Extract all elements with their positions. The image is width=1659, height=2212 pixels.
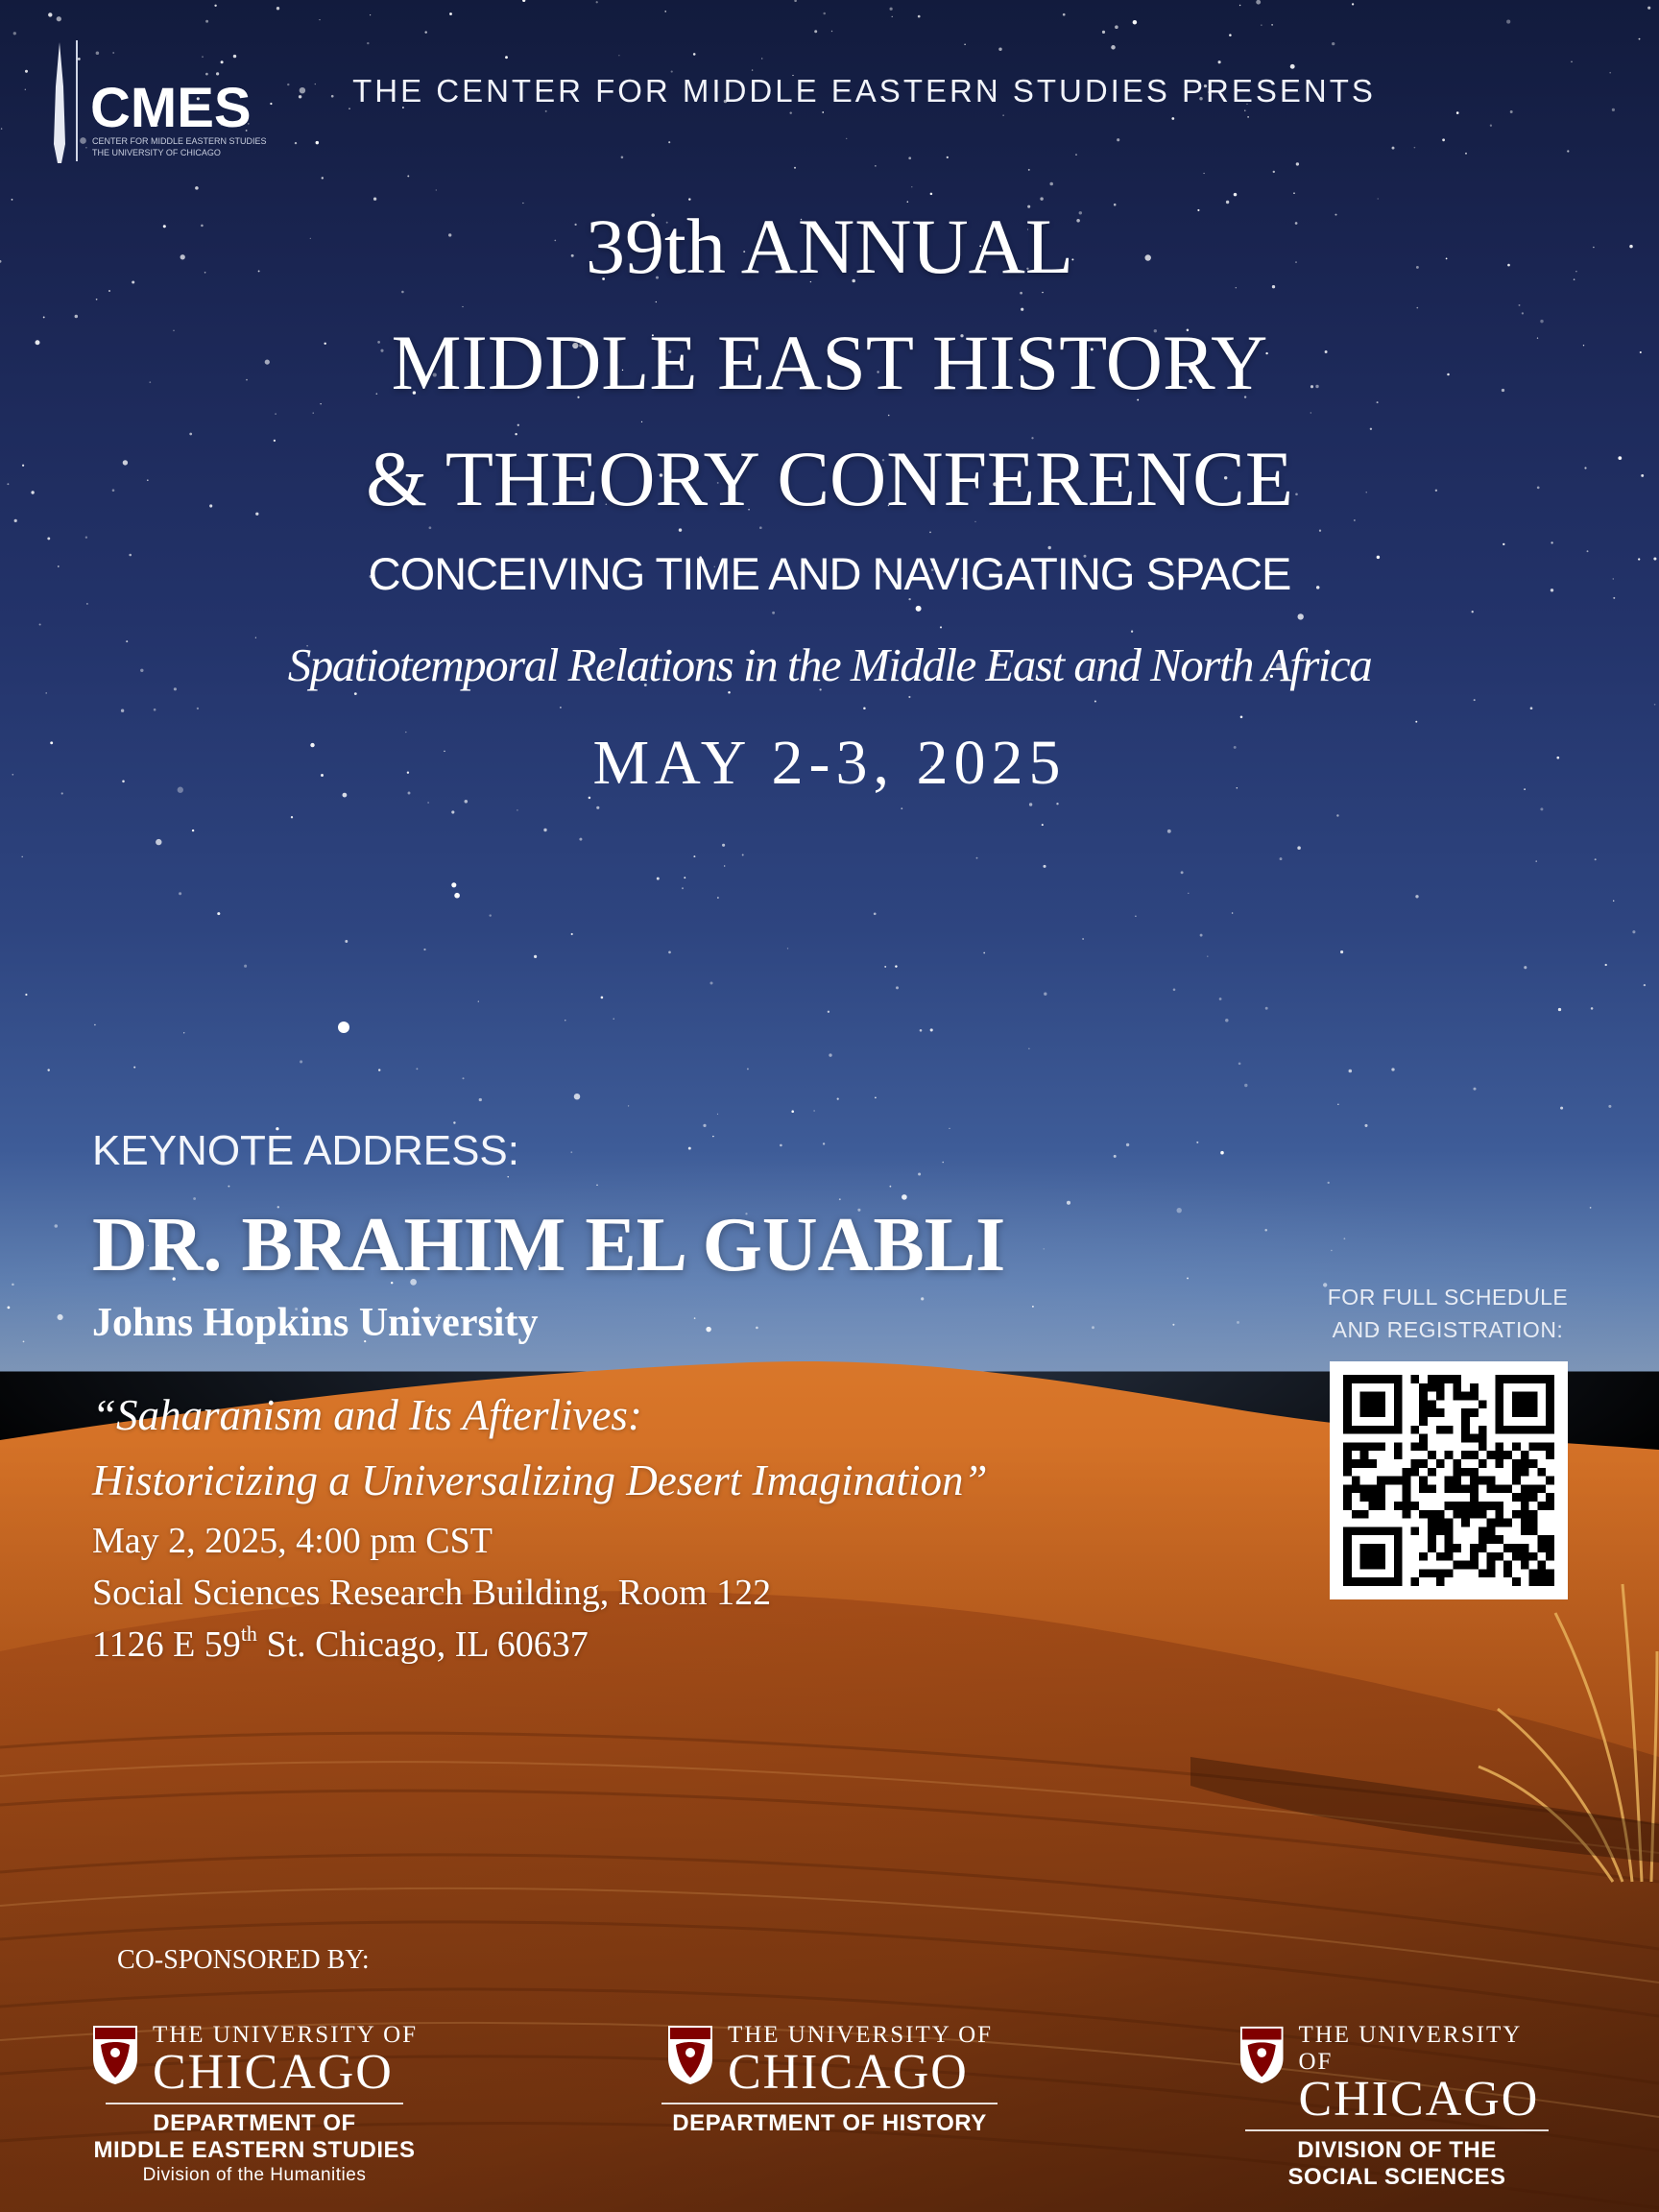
cosponsor-label: CO-SPONSORED BY: xyxy=(117,1945,370,1975)
speaker-affiliation: Johns Hopkins University xyxy=(92,1301,539,1345)
talk-title xyxy=(92,1382,988,1513)
cmes-full-name: CENTER FOR MIDDLE EASTERN STUDIES xyxy=(92,136,267,146)
conference-dates: MAY 2-3, 2025 xyxy=(592,728,1067,798)
uchicago-crest-icon xyxy=(1238,2024,1285,2085)
qr-code-icon xyxy=(1343,1375,1554,1586)
cypress-tree-icon xyxy=(54,42,65,163)
sponsor-1-dept-line-1: DEPARTMENT OF xyxy=(153,2110,356,2136)
address-suffix: th xyxy=(240,1622,257,1646)
sponsor-1-uc-top: THE UNIVERSITY OF xyxy=(152,2022,419,2048)
sponsor-middle-eastern-studies xyxy=(86,2022,422,2187)
registration-caption xyxy=(1313,1281,1582,1346)
registration-caption-line-2: AND REGISTRATION: xyxy=(1332,1317,1564,1342)
uchicago-crest-icon xyxy=(91,2024,139,2085)
title-line-3: & THEORY CONFERENCE xyxy=(366,435,1293,522)
address-number: 1126 E 59 xyxy=(92,1624,241,1665)
cmes-acronym: CMES xyxy=(90,77,252,139)
sponsor-social-sciences xyxy=(1238,2022,1555,2191)
registration-qr-code[interactable] xyxy=(1330,1361,1568,1599)
title-line-1: 39th ANNUAL xyxy=(586,203,1073,290)
cmes-logo xyxy=(48,38,288,163)
cmes-university: THE UNIVERSITY OF CHICAGO xyxy=(92,148,221,157)
sponsor-2-divider xyxy=(661,2103,998,2104)
presenter-line: THE CENTER FOR MIDDLE EASTERN STUDIES PRESENTS xyxy=(352,73,1376,108)
keynote-details xyxy=(92,1515,771,1671)
keynote-datetime: May 2, 2025, 4:00 pm CST xyxy=(92,1521,493,1561)
sponsor-history xyxy=(659,2022,1000,2137)
uchicago-crest-icon xyxy=(666,2024,714,2085)
conference-title xyxy=(205,188,1454,537)
address-rest: St. Chicago, IL 60637 xyxy=(256,1624,589,1665)
sponsor-3-uc-top: THE UNIVERSITY OF xyxy=(1298,2022,1522,2075)
talk-title-line-2: Historicizing a Universalizing Desert Imagination” xyxy=(92,1456,988,1504)
sponsor-2-uc-name: CHICAGO xyxy=(727,2045,969,2100)
sponsor-1-dept-line-2: MIDDLE EASTERN STUDIES xyxy=(93,2137,416,2163)
registration-caption-line-1: FOR FULL SCHEDULE xyxy=(1327,1285,1569,1310)
title-line-2: MIDDLE EAST HISTORY xyxy=(391,319,1268,406)
keynote-speaker: DR. BRAHIM EL GUABLI xyxy=(92,1203,1006,1287)
sponsor-3-uc-name: CHICAGO xyxy=(1298,2072,1540,2127)
sponsor-2-uc-top: THE UNIVERSITY OF xyxy=(727,2022,994,2048)
sponsor-1-uc-name: CHICAGO xyxy=(152,2045,394,2100)
sponsor-3-dept-line-2: SOCIAL SCIENCES xyxy=(1287,2164,1506,2190)
sponsor-3-dept-line-1: DIVISION OF THE xyxy=(1297,2137,1497,2163)
sponsor-3-divider xyxy=(1245,2129,1549,2131)
conference-tagline: Spatiotemporal Relations in the Middle East and North Africa xyxy=(287,638,1372,691)
keynote-venue: Social Sciences Research Building, Room 122 xyxy=(92,1573,772,1613)
sponsor-1-division: Division of the Humanities xyxy=(142,2165,367,2185)
conference-theme: CONCEIVING TIME AND NAVIGATING SPACE xyxy=(368,548,1291,599)
talk-title-line-1: “Saharanism and Its Afterlives: xyxy=(92,1391,642,1439)
keynote-label: KEYNOTE ADDRESS: xyxy=(92,1127,520,1174)
sponsor-2-dept-line-1: DEPARTMENT OF HISTORY xyxy=(672,2110,987,2136)
keynote-address xyxy=(92,1619,771,1671)
sponsor-1-divider xyxy=(106,2103,403,2104)
